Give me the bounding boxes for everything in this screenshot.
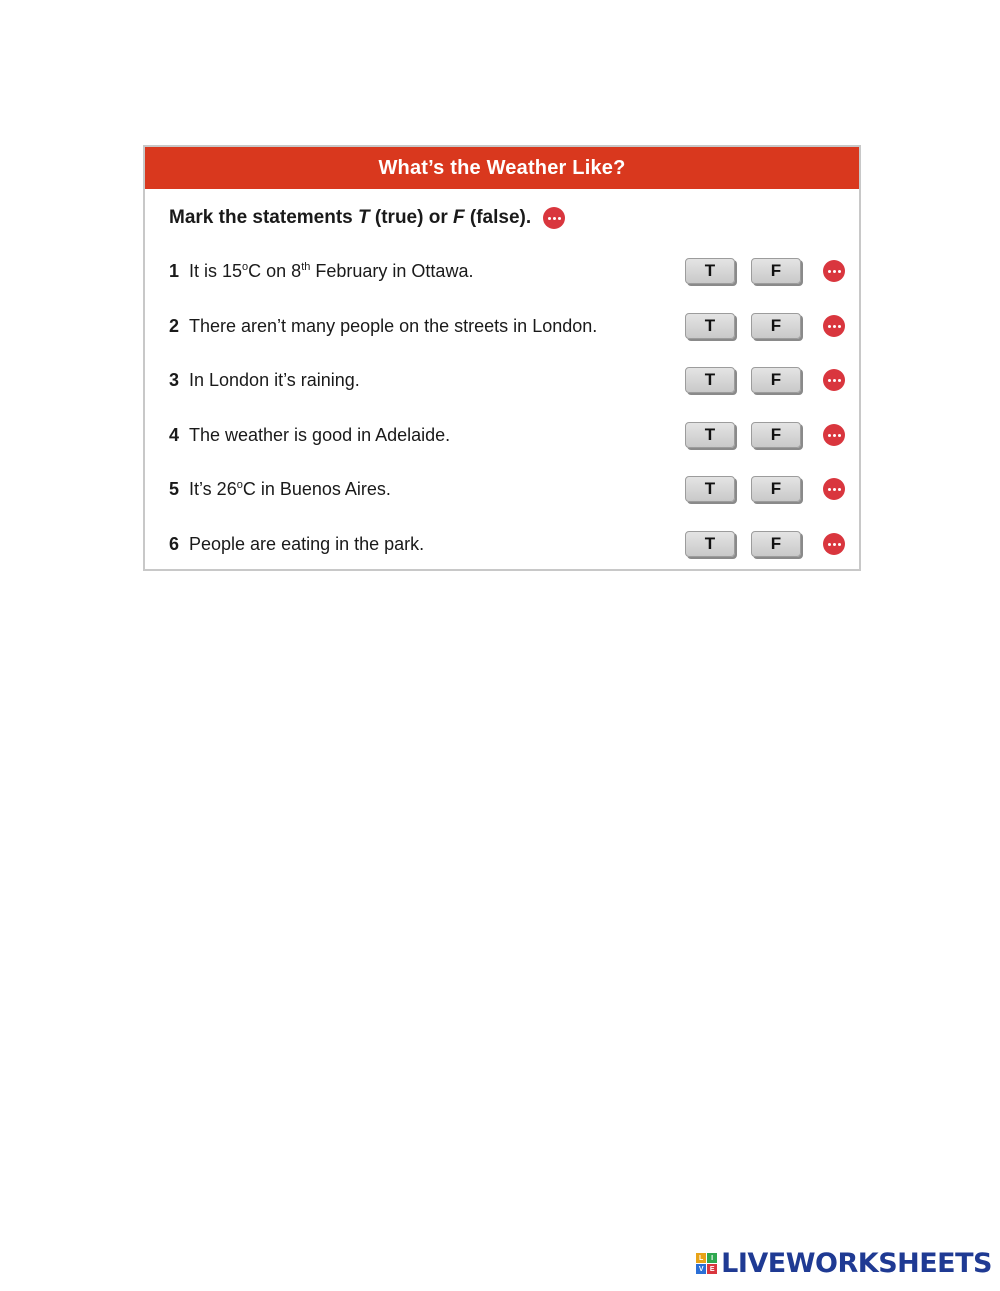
statement-number: 5 <box>169 478 180 499</box>
instructions <box>169 207 565 229</box>
instructions-f-label: (false). <box>464 207 532 228</box>
statement-text: The weather is good in Adelaide. <box>189 424 451 445</box>
instructions-f: F <box>453 207 465 228</box>
false-button[interactable]: F <box>751 313 801 339</box>
audio-icon[interactable] <box>543 207 565 229</box>
statement-row <box>169 473 845 505</box>
statement-text: There aren’t many people on the streets in London. <box>189 315 598 336</box>
true-button[interactable]: T <box>685 313 735 339</box>
liveworksheets-logo <box>696 1248 992 1279</box>
statement-text: It’s 26$^o$C in Buenos Aires. <box>189 478 391 499</box>
statement-row <box>169 310 845 342</box>
instructions-t-label: (true) or <box>369 207 454 228</box>
statement-number: 3 <box>169 369 180 390</box>
statement-number: 2 <box>169 315 180 336</box>
true-button[interactable]: T <box>685 367 735 393</box>
exercise-title: What’s the Weather Like? <box>145 147 859 189</box>
audio-icon[interactable] <box>823 260 845 282</box>
true-button[interactable]: T <box>685 258 735 284</box>
true-button[interactable]: T <box>685 476 735 502</box>
false-button[interactable]: F <box>751 367 801 393</box>
statement-number: 1 <box>169 260 180 281</box>
statement-number: 4 <box>169 424 180 445</box>
statement-text: People are eating in the park. <box>189 533 425 554</box>
statement-row <box>169 528 845 560</box>
statement-text: In London it’s raining. <box>189 369 360 390</box>
exercise-card <box>143 145 861 571</box>
audio-icon[interactable] <box>823 424 845 446</box>
false-button[interactable]: F <box>751 258 801 284</box>
false-button[interactable]: F <box>751 531 801 557</box>
instructions-t: T <box>358 207 370 228</box>
logo-text: LIVEWORKSHEETS <box>721 1248 992 1279</box>
audio-icon[interactable] <box>823 478 845 500</box>
audio-icon[interactable] <box>823 369 845 391</box>
audio-icon[interactable] <box>823 533 845 555</box>
true-button[interactable]: T <box>685 531 735 557</box>
logo-mark-icon: L I V E <box>696 1253 717 1274</box>
statement-row <box>169 255 845 287</box>
statement-row <box>169 364 845 396</box>
statement-text: It is 15$^o$C on 8th February in Ottawa. <box>189 260 474 281</box>
false-button[interactable]: F <box>751 476 801 502</box>
true-button[interactable]: T <box>685 422 735 448</box>
statement-row <box>169 419 845 451</box>
audio-icon[interactable] <box>823 315 845 337</box>
instructions-prefix: Mark the statements <box>169 207 359 228</box>
statement-number: 6 <box>169 533 180 554</box>
false-button[interactable]: F <box>751 422 801 448</box>
